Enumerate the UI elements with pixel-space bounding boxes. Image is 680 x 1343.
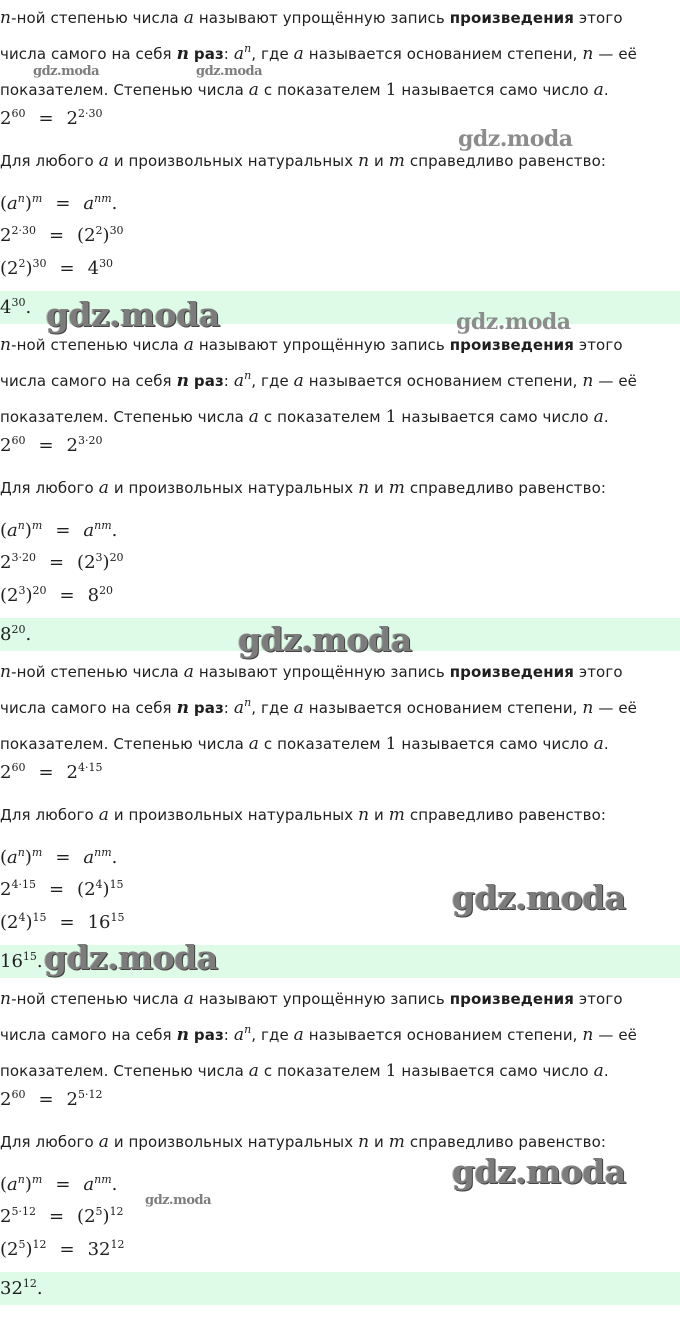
rule-line: Для любого a и произвольных натуральных n и m справедливо равенство:: [0, 151, 607, 171]
formula-power-rule: $(a^n)^m = a^{nm}$.: [0, 192, 118, 214]
rule-line: Для любого a и произвольных натуральных n и m справедливо равенство:: [0, 805, 607, 825]
solution-block: [0, 0, 680, 327]
formula-split: $2^{60} = 2^{2\cdot 30}$: [0, 107, 103, 129]
answer-highlight: [0, 1272, 680, 1305]
definition-line-3: показателем. Степенью числа a с показателем 1 называется само число a.: [0, 80, 609, 100]
solution-block: [0, 327, 680, 654]
watermark: gdz.moda: [458, 126, 573, 152]
definition-line-2: числа самого на себя n раз: $a^n$, где a называется основанием степени, n — её: [0, 42, 637, 64]
definition-line-2: числа самого на себя n раз: $a^n$, где a называется основанием степени, n — её: [0, 1023, 637, 1045]
watermark: gdz.moda: [452, 878, 626, 917]
answer-value: $16^{15}$.: [0, 950, 43, 972]
watermark: gdz.moda: [145, 1193, 212, 1208]
answer-value: $32^{12}$.: [0, 1277, 43, 1299]
definition-line-1: n-ной степенью числа a называют упрощённую запись произведения этого: [0, 8, 623, 28]
definition-line-3: показателем. Степенью числа a с показателем 1 называется само число a.: [0, 407, 609, 427]
rule-line: Для любого a и произвольных натуральных n и m справедливо равенство:: [0, 1132, 607, 1152]
definition-line-1: n-ной степенью числа a называют упрощённую запись произведения этого: [0, 662, 623, 682]
formula-result: $(2^5)^{12} = 32^{12}$: [0, 1238, 125, 1260]
definition-line-2: числа самого на себя n раз: $a^n$, где a называется основанием степени, n — её: [0, 696, 637, 718]
watermark: gdz.moda: [33, 64, 100, 79]
formula-apply-rule: $2^{3\cdot 20} = (2^3)^{20}$: [0, 551, 124, 573]
definition-line-3: показателем. Степенью числа a с показателем 1 называется само число a.: [0, 734, 609, 754]
formula-power-rule: $(a^n)^m = a^{nm}$.: [0, 519, 118, 541]
watermark: gdz.moda: [452, 1152, 626, 1191]
formula-split: $2^{60} = 2^{4\cdot 15}$: [0, 761, 103, 783]
watermark: gdz.moda: [456, 309, 571, 335]
watermark: gdz.moda: [46, 295, 220, 334]
definition-line-3: показателем. Степенью числа a с показателем 1 называется само число a.: [0, 1061, 609, 1081]
formula-apply-rule: $2^{4\cdot 15} = (2^4)^{15}$: [0, 878, 124, 900]
formula-split: $2^{60} = 2^{3\cdot 20}$: [0, 434, 103, 456]
formula-split: $2^{60} = 2^{5\cdot 12}$: [0, 1088, 103, 1110]
formula-apply-rule: $2^{2\cdot 30} = (2^2)^{30}$: [0, 224, 124, 246]
solution-block: [0, 654, 680, 981]
formula-result: $(2^4)^{15} = 16^{15}$: [0, 911, 125, 933]
answer-value: $4^{30}$.: [0, 296, 32, 318]
formula-power-rule: $(a^n)^m = a^{nm}$.: [0, 1173, 118, 1195]
answer-value: $8^{20}$.: [0, 623, 32, 645]
watermark: gdz.moda: [44, 938, 218, 977]
watermark: gdz.moda: [238, 620, 412, 659]
definition-line-1: n-ной степенью числа a называют упрощённую запись произведения этого: [0, 335, 623, 355]
formula-power-rule: $(a^n)^m = a^{nm}$.: [0, 846, 118, 868]
watermark: gdz.moda: [196, 64, 263, 79]
definition-line-1: n-ной степенью числа a называют упрощённую запись произведения этого: [0, 989, 623, 1009]
formula-result: $(2^3)^{20} = 8^{20}$: [0, 584, 114, 606]
definition-line-2: числа самого на себя n раз: $a^n$, где a называется основанием степени, n — её: [0, 369, 637, 391]
formula-apply-rule: $2^{5\cdot 12} = (2^5)^{12}$: [0, 1205, 124, 1227]
rule-line: Для любого a и произвольных натуральных n и m справедливо равенство:: [0, 478, 607, 498]
formula-result: $(2^2)^{30} = 4^{30}$: [0, 257, 114, 279]
solution-block: [0, 981, 680, 1308]
